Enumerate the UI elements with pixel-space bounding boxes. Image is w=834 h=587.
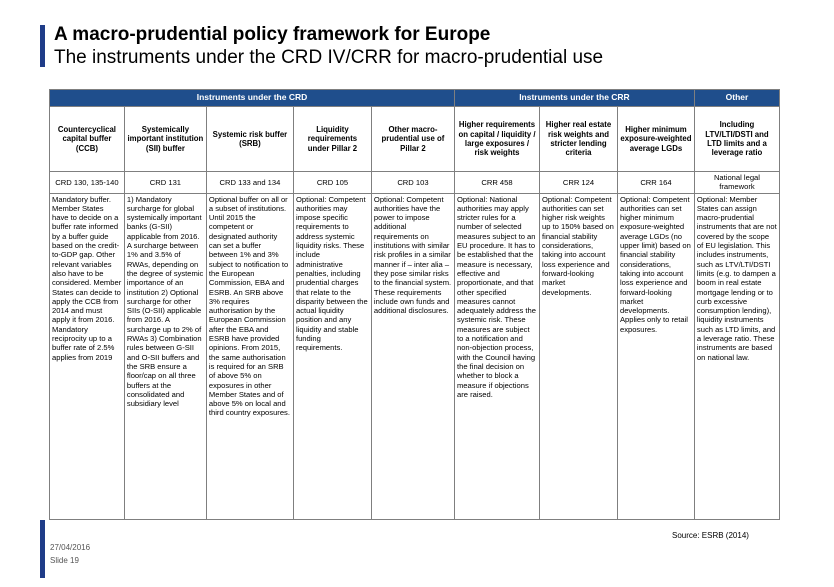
legal-reference: CRD 133 and 134	[206, 172, 293, 194]
column-header: Systemic risk buffer (SRB)	[206, 107, 293, 172]
description-cell: Optional: Competent authorities have the power to impose additional requirements on institutions with similar risk profiles in a similar manner if – inter alia – they pose similar risks to the financial system. These requirements include own funds and additional disclosures.	[371, 193, 454, 519]
legal-reference: CRD 131	[124, 172, 206, 194]
page-title: A macro-prudential policy framework for Europe	[54, 24, 491, 45]
description-cell: Optional buffer on all or a subset of institutions. Until 2015 the competent or designated authority can set a buffer between 1% and 3% subject to notification to the European Commission, EBA and ESRB. An SRB above 3% requires authorisation by the European Commission after the EBA and ESRB have provided opinions. From 2015, the same authorisation is required for an SRB of above 5% on exposures in other Member States and of above 5% on local and third country exposures.	[206, 193, 293, 519]
source-note: Source: ESRB (2014)	[672, 531, 749, 540]
column-header: Higher minimum exposure-weighted average LGDs	[617, 107, 694, 172]
description-cell: Optional: Competent authorities may impose specific requirements to address systemic liquidity risks. These include administrative penalties, including prudential charges that relate to the disparity between the actual liquidity position and any liquidity and stable funding requirements.	[293, 193, 371, 519]
column-header: Higher real estate risk weights and stricter lending criteria	[540, 107, 618, 172]
slide-number: Slide 19	[50, 556, 79, 565]
instruments-table	[49, 89, 780, 520]
column-header: Countercyclical capital buffer (CCB)	[50, 107, 125, 172]
legal-reference: National legal framework	[694, 172, 779, 194]
group-header-crr: Instruments under the CRR	[454, 90, 694, 107]
legal-reference: CRR 458	[454, 172, 539, 194]
description-cell: Mandatory buffer. Member States have to decide on a buffer rate informed by a buffer guide based on the credit-to-GDP gap. Other relevant variables also have to be considered. Member States can decide to apply the CCB from 2014 and must apply it from 2016. Mandatory reciprocity up to a buffer rate of 2.5% applies from 2019	[50, 193, 125, 519]
legal-reference: CRD 103	[371, 172, 454, 194]
legal-reference: CRD 130, 135-140	[50, 172, 125, 194]
column-header: Higher requirements on capital / liquidity / large exposures / risk weights	[454, 107, 539, 172]
column-header: Other macro-prudential use of Pillar 2	[371, 107, 454, 172]
description-cell: Optional: National authorities may apply stricter rules for a number of selected measures subject to an EU procedure. It has to be established that the measure is necessary, effective and proportionate, and that other specified measures cannot adequately address the systemic risk. These measures are subject to a notification and non-objection process, with the Council having the final decision on whether to block a measure if objections are raised.	[454, 193, 539, 519]
description-cell: Optional: Competent authorities can set higher risk weights up to 150% based on financial stability considerations, taking into account loss experience and forward-looking market developments.	[540, 193, 618, 519]
page-subtitle: The instruments under the CRD IV/CRR for macro-prudential use	[54, 47, 604, 68]
legal-reference: CRR 164	[617, 172, 694, 194]
column-header: Systemically important institution (SII) buffer	[124, 107, 206, 172]
description-cell: Optional: Member States can assign macro-prudential instruments that are not covered by the scope of EU legislation. This includes instruments, such as LTV/LTI/DSTI limits (e.g. to dampen a boom in real estate mortgage lending or to curb excessive consumption lending), liquidity instruments such as LTD limits, and a leverage ratio. These instruments are based on national law.	[694, 193, 779, 519]
footer-accent-bar	[40, 520, 45, 578]
legal-reference: CRR 124	[540, 172, 618, 194]
description-cell: 1) Mandatory surcharge for global systemically important banks (G-SII) applicable from 2016. A surcharge between 1% and 3.5% of RWAs, depending on the degree of systemic importance of an institution 2) Optional surcharge for other SIIs (O-SII) applicable from 2016. A surcharge up to 2% of RWAs 3) Combination rules between G-SII and O-SII buffers and the SRB ensure a floor/cap on all three buffers at the consolidated and subsidiary level	[124, 193, 206, 519]
footer-date: 27/04/2016	[50, 543, 91, 552]
column-header: Liquidity requirements under Pillar 2	[293, 107, 371, 172]
column-header: Including LTV/LTI/DSTI and LTD limits and a leverage ratio	[694, 107, 779, 172]
legal-reference: CRD 105	[293, 172, 371, 194]
group-header-crd: Instruments under the CRD	[50, 90, 455, 107]
description-cell: Optional: Competent authorities can set higher minimum exposure-weighted average LGDs (no upper limit) based on financial stability considerations, taking into account loss experience and forward-looking market developments. Applies only to retail exposures.	[617, 193, 694, 519]
title-accent-bar	[40, 25, 45, 67]
group-header-other: Other	[694, 90, 779, 107]
